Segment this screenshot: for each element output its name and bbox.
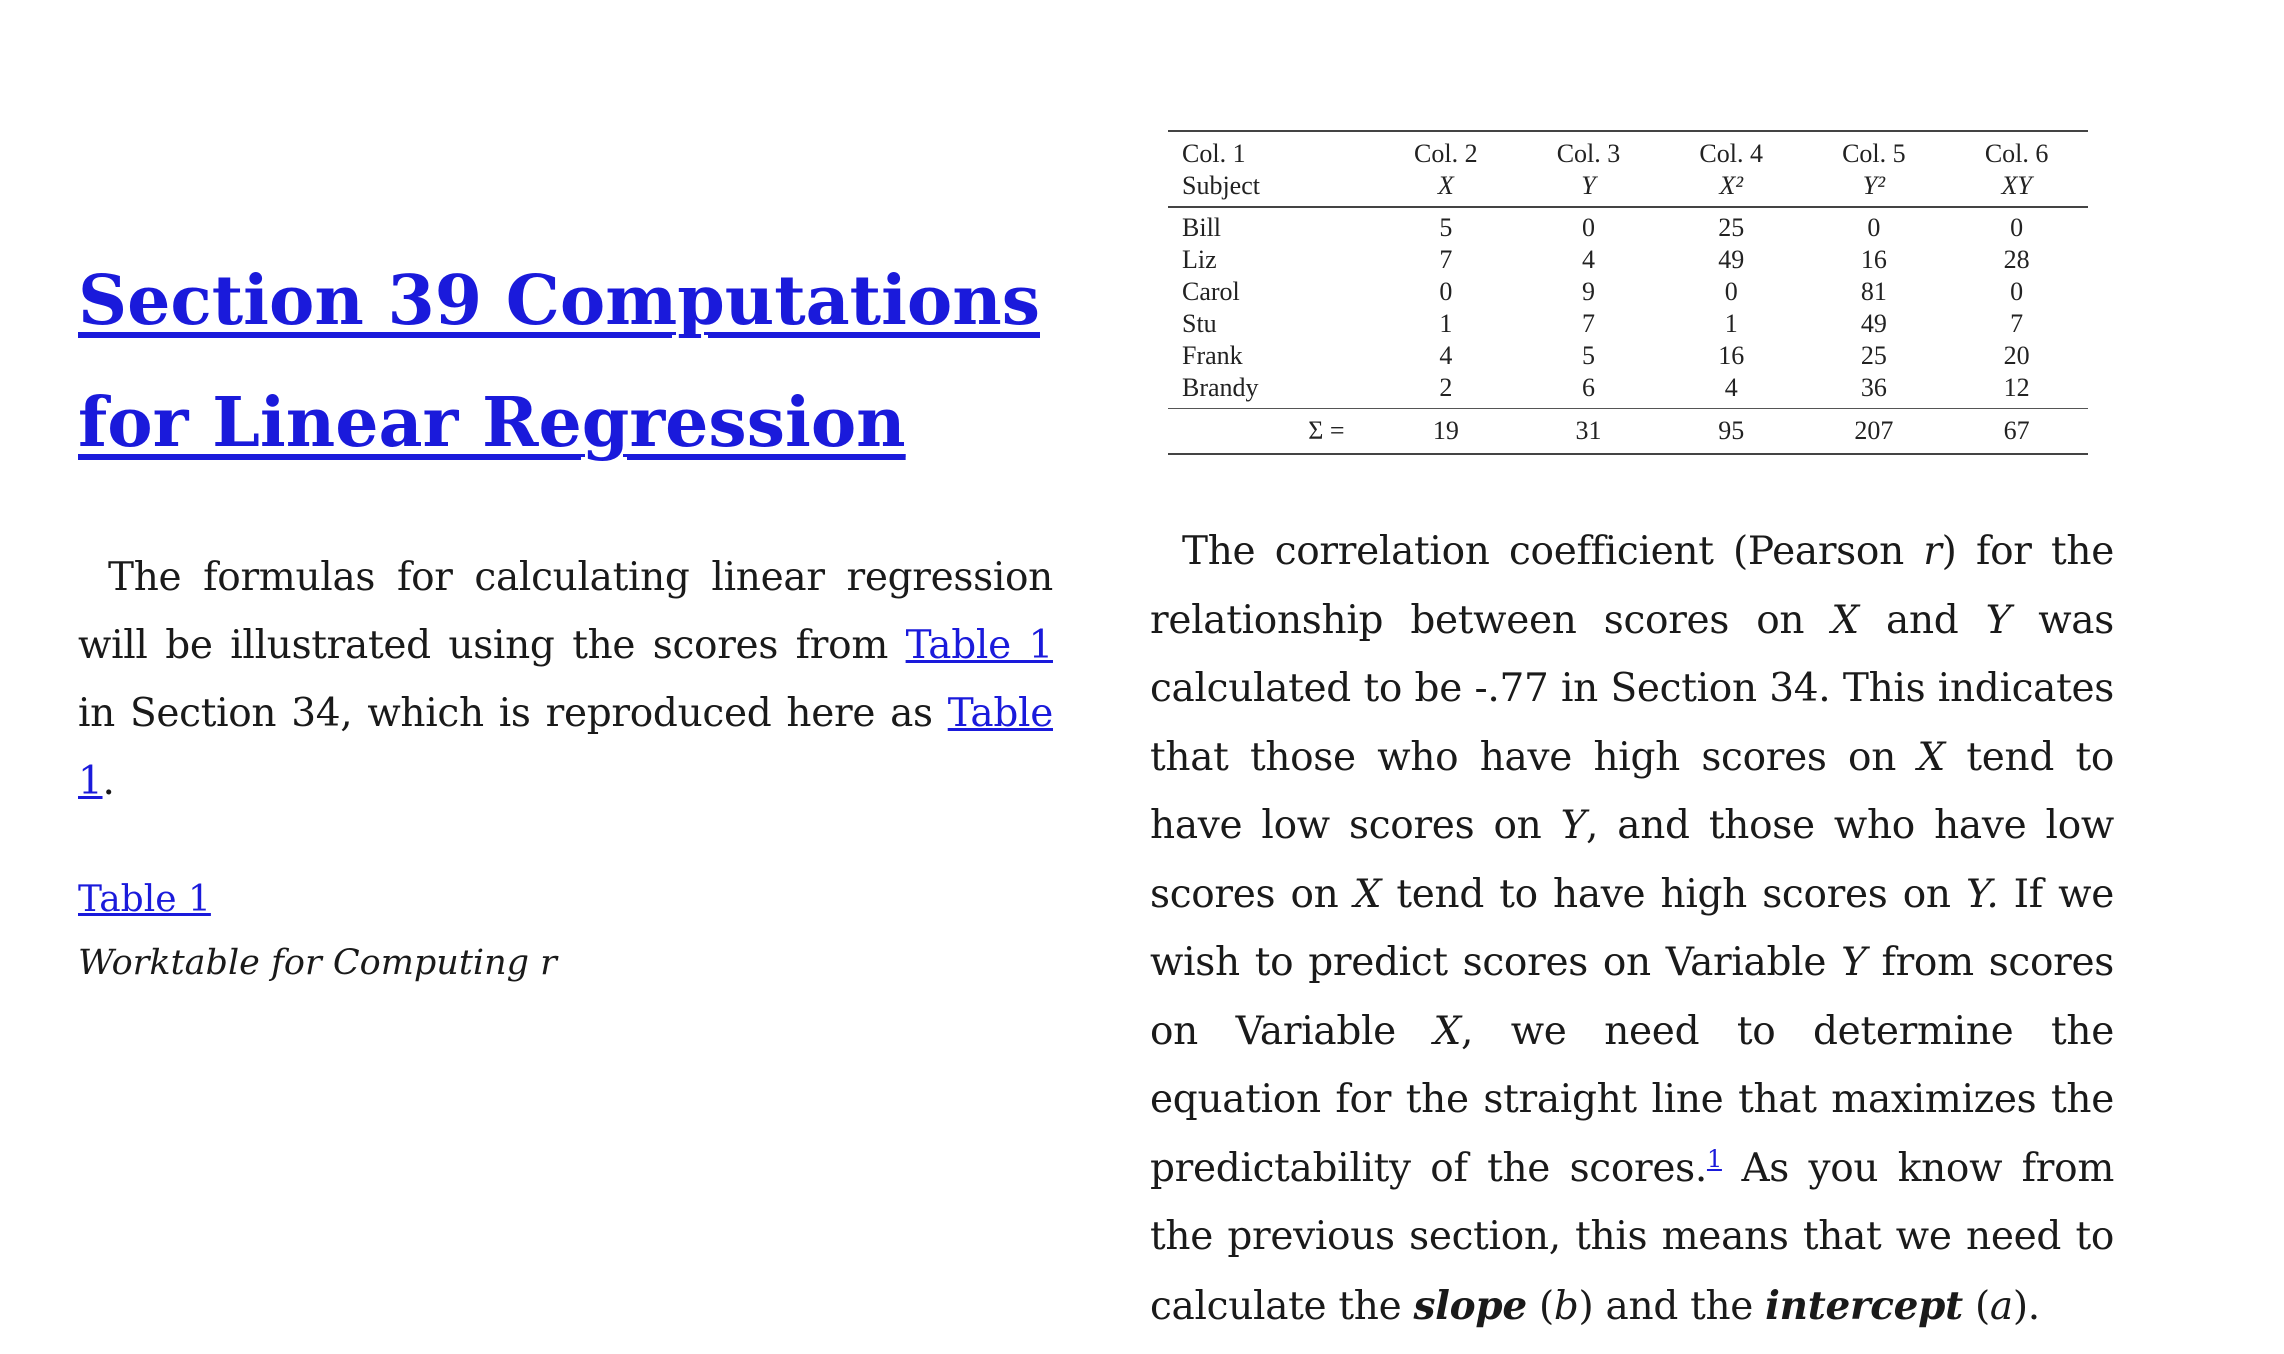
cell-y-squared: 25 [1860,341,1887,370]
body-text: was calculated to be -.77 in Section 34. This indicates that those who have high scores on [1150,597,2114,780]
intro-text-3: . [102,759,115,804]
header-col1: Col. 1 [1168,131,1374,170]
var-x: X [1433,1008,1462,1054]
intro-paragraph [78,544,1053,816]
var-y: Y [1985,597,2012,643]
cell-y-squared: 0 [1867,213,1881,242]
table-header-row [1168,131,2088,170]
var-y: Y [1560,803,1587,848]
worktable-image [1168,130,2088,455]
body-text: ( [1962,1283,1990,1329]
cell-subject: Liz [1182,245,1217,274]
cell-x: 0 [1439,277,1453,306]
page-title[interactable] [78,240,1053,484]
regression-paragraph [1150,518,2114,1341]
cell-xy: 0 [2010,213,2024,242]
var-r: r [1923,529,1942,574]
table-row [1168,308,2088,340]
body-text: ( [1526,1283,1554,1329]
subheader-x: X [1374,170,1517,207]
var-x: X [1831,597,1859,643]
var-y: Y. [1965,871,1999,917]
subheader-y: Y [1517,170,1660,207]
sum-y: 31 [1517,409,1660,455]
var-b: b [1553,1283,1579,1329]
var-x: X [1353,871,1382,917]
var-a: a [1989,1283,2013,1329]
body-text: tend to have high scores on [1381,871,1966,917]
cell-y: 6 [1582,373,1596,402]
header-col2: Col. 2 [1374,131,1517,170]
cell-y: 0 [1582,213,1596,242]
intro-text-2: in Section 34, which is reproduced here as [78,691,948,736]
term-slope: slope [1413,1282,1527,1329]
body-text: As you know from the previous section, this means that we need to calculate the [1150,1145,2115,1329]
cell-y: 9 [1582,277,1596,306]
cell-subject: Stu [1182,309,1217,338]
worktable [1168,130,2088,455]
cell-x: 4 [1439,341,1453,370]
table-subheader-row [1168,170,2088,207]
cell-subject: Carol [1182,277,1240,306]
table-row [1168,372,2088,409]
cell-y-squared: 81 [1860,277,1887,306]
subheader-y-squared: Y² [1803,170,1946,207]
body-text: and [1858,597,1986,643]
cell-xy: 20 [2003,341,2030,370]
cell-subject: Brandy [1182,373,1259,402]
table-caption-block [78,872,1053,988]
sum-x-squared: 95 [1660,409,1803,455]
left-column [78,240,1053,988]
table-1-reproduced-link[interactable]: Table 1 [78,691,1053,804]
table-row [1168,276,2088,308]
sum-label: Σ = [1168,409,1374,455]
cell-x-squared: 25 [1718,213,1745,242]
cell-xy: 28 [2003,245,2030,274]
cell-x: 5 [1439,213,1453,242]
body-text: tend to have low scores on [1150,734,2114,848]
table-1-link[interactable]: Table 1 [905,623,1053,668]
subheader-subject: Subject [1168,170,1374,207]
cell-subject: Frank [1182,341,1243,370]
footnote-link[interactable]: 1 [1706,1144,1722,1173]
header-col6: Col. 6 [1945,131,2088,170]
intro-text-1: The formulas for calculating linear regression will be illustrated using the scores from [78,555,1053,668]
header-col4: Col. 4 [1660,131,1803,170]
table-row [1168,340,2088,372]
subheader-xy: XY [1945,170,2088,207]
table-row [1168,244,2088,276]
body-text: The correlation coefficient (Pearson [1182,529,1924,574]
subheader-x-squared: X² [1660,170,1803,207]
cell-x: 2 [1439,373,1453,402]
body-text: ). [2012,1283,2040,1329]
term-intercept: intercept [1765,1282,1963,1329]
body-text: , we need to determine the equation for the straight line that maximizes the predictability of the scores. [1150,1008,2114,1191]
cell-xy: 12 [2003,373,2030,402]
sum-xy: 67 [1945,409,2088,455]
page-title-link[interactable]: Section 39 Computations for Linear Regression [78,261,1040,463]
header-col5: Col. 5 [1803,131,1946,170]
body-text: , and those who have low scores on [1150,803,2114,917]
cell-y: 7 [1582,309,1596,338]
footnote-ref[interactable] [1707,1145,1722,1173]
cell-x-squared: 16 [1718,341,1745,370]
body-text: ) for the relationship between scores on [1150,529,2114,643]
cell-xy: 7 [2010,309,2024,338]
cell-y-squared: 16 [1860,245,1887,274]
table-caption-link[interactable]: Table 1 [78,879,211,920]
var-y: Y [1841,940,1867,985]
body-text: ) and the [1578,1283,1766,1329]
var-x: X [1917,734,1945,780]
cell-x-squared: 0 [1724,277,1738,306]
cell-x: 1 [1439,309,1453,338]
table-caption-title: Worktable for Computing r [78,943,557,983]
cell-subject: Bill [1182,213,1222,242]
cell-x-squared: 1 [1724,309,1738,338]
cell-y-squared: 36 [1860,373,1887,402]
sum-x: 19 [1374,409,1517,455]
body-text: If we wish to predict scores on Variable [1150,871,2115,985]
cell-y: 5 [1582,341,1596,370]
body-text: from scores on Variable [1150,940,2114,1054]
cell-x-squared: 49 [1718,245,1745,274]
cell-y: 4 [1582,245,1596,274]
table-sum-row [1168,409,2088,455]
header-col3: Col. 3 [1517,131,1660,170]
cell-x: 7 [1439,245,1453,274]
cell-x-squared: 4 [1724,373,1738,402]
cell-xy: 0 [2010,277,2024,306]
sum-y-squared: 207 [1803,409,1946,455]
cell-y-squared: 49 [1860,309,1887,338]
table-row [1168,207,2088,244]
